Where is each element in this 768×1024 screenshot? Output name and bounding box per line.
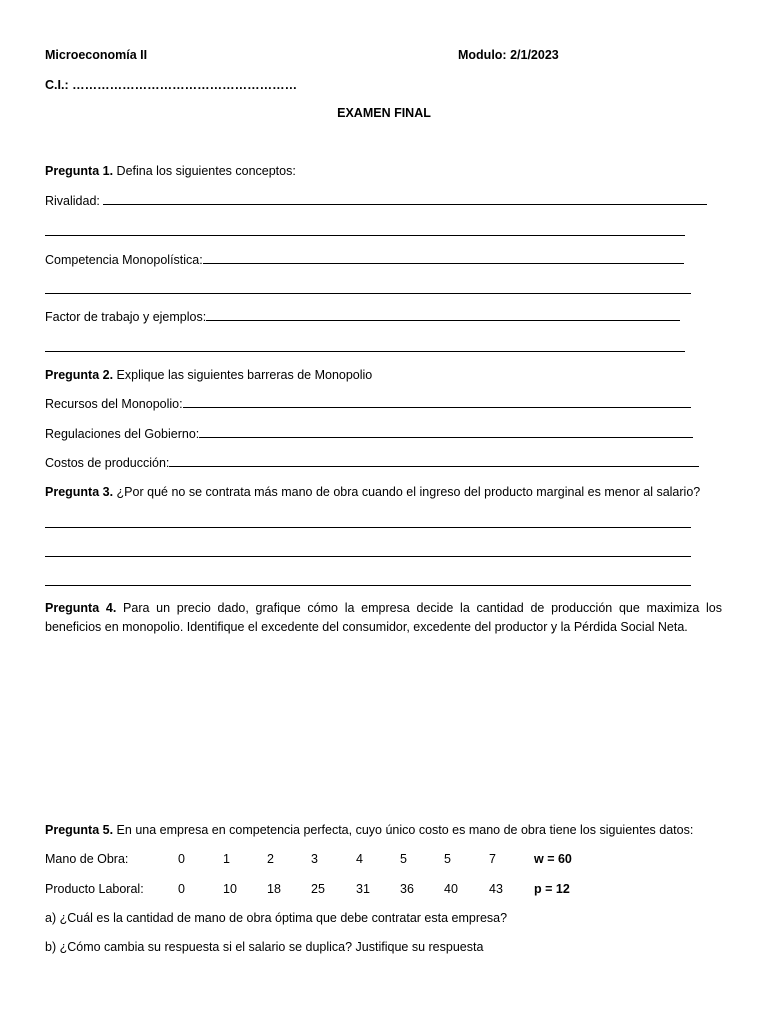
- answer-line-factor-trabajo: [45, 309, 680, 325]
- question-2-text: Explique las siguientes barreras de Monopolio: [113, 368, 373, 382]
- sub-question-a: a) ¿Cuál es la cantidad de mano de obra óptima que debe contratar esta empresa?: [45, 911, 508, 925]
- answer-blank[interactable]: [183, 396, 691, 408]
- table-cell: 2: [267, 852, 274, 866]
- table-cell: 43: [489, 882, 503, 896]
- question-1-text: Defina los siguientes conceptos:: [113, 164, 296, 178]
- answer-line-regulaciones: [45, 426, 693, 442]
- question-1-label: Pregunta 1.: [45, 164, 114, 178]
- table-cell: 36: [400, 882, 414, 896]
- module-date: Modulo: 2/1/2023: [458, 48, 559, 62]
- answer-line-rivalidad: [45, 193, 707, 209]
- item-label: Regulaciones del Gobierno:: [45, 427, 200, 441]
- question-3: [45, 484, 700, 500]
- item-label: Factor de trabajo y ejemplos:: [45, 310, 207, 324]
- table-cell: 1: [223, 852, 230, 866]
- table-cell: 3: [311, 852, 318, 866]
- answer-blank[interactable]: [45, 527, 691, 528]
- ci-field: C.I.: ………………………………………………: [45, 78, 298, 92]
- item-label: Costos de producción:: [45, 456, 170, 470]
- question-5: [45, 822, 693, 838]
- answer-line-recursos: [45, 396, 691, 412]
- question-3-label: Pregunta 3.: [45, 485, 114, 499]
- graph-answer-area[interactable]: [45, 645, 722, 810]
- item-label: Recursos del Monopolio:: [45, 397, 183, 411]
- table-cell: 18: [267, 882, 281, 896]
- table-cell: 10: [223, 882, 237, 896]
- item-label: Competencia Monopolística:: [45, 253, 203, 267]
- answer-blank[interactable]: [199, 426, 693, 438]
- table-cell: 5: [400, 852, 407, 866]
- answer-blank[interactable]: [206, 309, 680, 321]
- table-cell: 40: [444, 882, 458, 896]
- answer-blank[interactable]: [45, 585, 691, 586]
- table-cell: 0: [178, 882, 185, 896]
- table-cell: 4: [356, 852, 363, 866]
- row-label: Producto Laboral:: [45, 882, 144, 896]
- question-5-text: En una empresa en competencia perfecta, cuyo único costo es mano de obra tiene los siguientes datos:: [113, 823, 694, 837]
- wage-value: w = 60: [534, 852, 572, 866]
- answer-blank[interactable]: [45, 556, 691, 557]
- exam-title: EXAMEN FINAL: [337, 106, 431, 120]
- question-5-label: Pregunta 5.: [45, 823, 114, 837]
- table-cell: 31: [356, 882, 370, 896]
- table-cell: 7: [489, 852, 496, 866]
- question-2-label: Pregunta 2.: [45, 368, 114, 382]
- answer-blank[interactable]: [203, 252, 684, 264]
- sub-question-b: b) ¿Cómo cambia su respuesta si el salario se duplica? Justifique su respuesta: [45, 940, 484, 954]
- table-cell: 0: [178, 852, 185, 866]
- price-value: p = 12: [534, 882, 570, 896]
- question-4-text: Para un precio dado, grafique cómo la empresa decide la cantidad de producción que maximiza los beneficios en monopolio. Identifique el excedente del consumidor, excedente del productor y la Pérdida Social Neta.: [45, 601, 723, 634]
- answer-blank[interactable]: [45, 293, 691, 294]
- question-3-text: ¿Por qué no se contrata más mano de obra cuando el ingreso del producto marginal es menor al salario?: [113, 485, 701, 499]
- item-label: Rivalidad:: [45, 194, 100, 208]
- answer-blank[interactable]: [169, 455, 699, 467]
- question-1: [45, 163, 296, 179]
- row-label: Mano de Obra:: [45, 852, 129, 866]
- course-title: Microeconomía II: [45, 48, 148, 62]
- table-cell: 25: [311, 882, 325, 896]
- question-4: [45, 599, 722, 637]
- question-2: [45, 367, 372, 383]
- answer-line-costos: [45, 455, 699, 471]
- table-cell: 5: [444, 852, 451, 866]
- answer-blank[interactable]: [45, 235, 685, 236]
- answer-blank[interactable]: [45, 351, 685, 352]
- question-4-label: Pregunta 4.: [45, 601, 117, 615]
- answer-line-competencia: [45, 252, 684, 268]
- answer-blank[interactable]: [103, 193, 707, 205]
